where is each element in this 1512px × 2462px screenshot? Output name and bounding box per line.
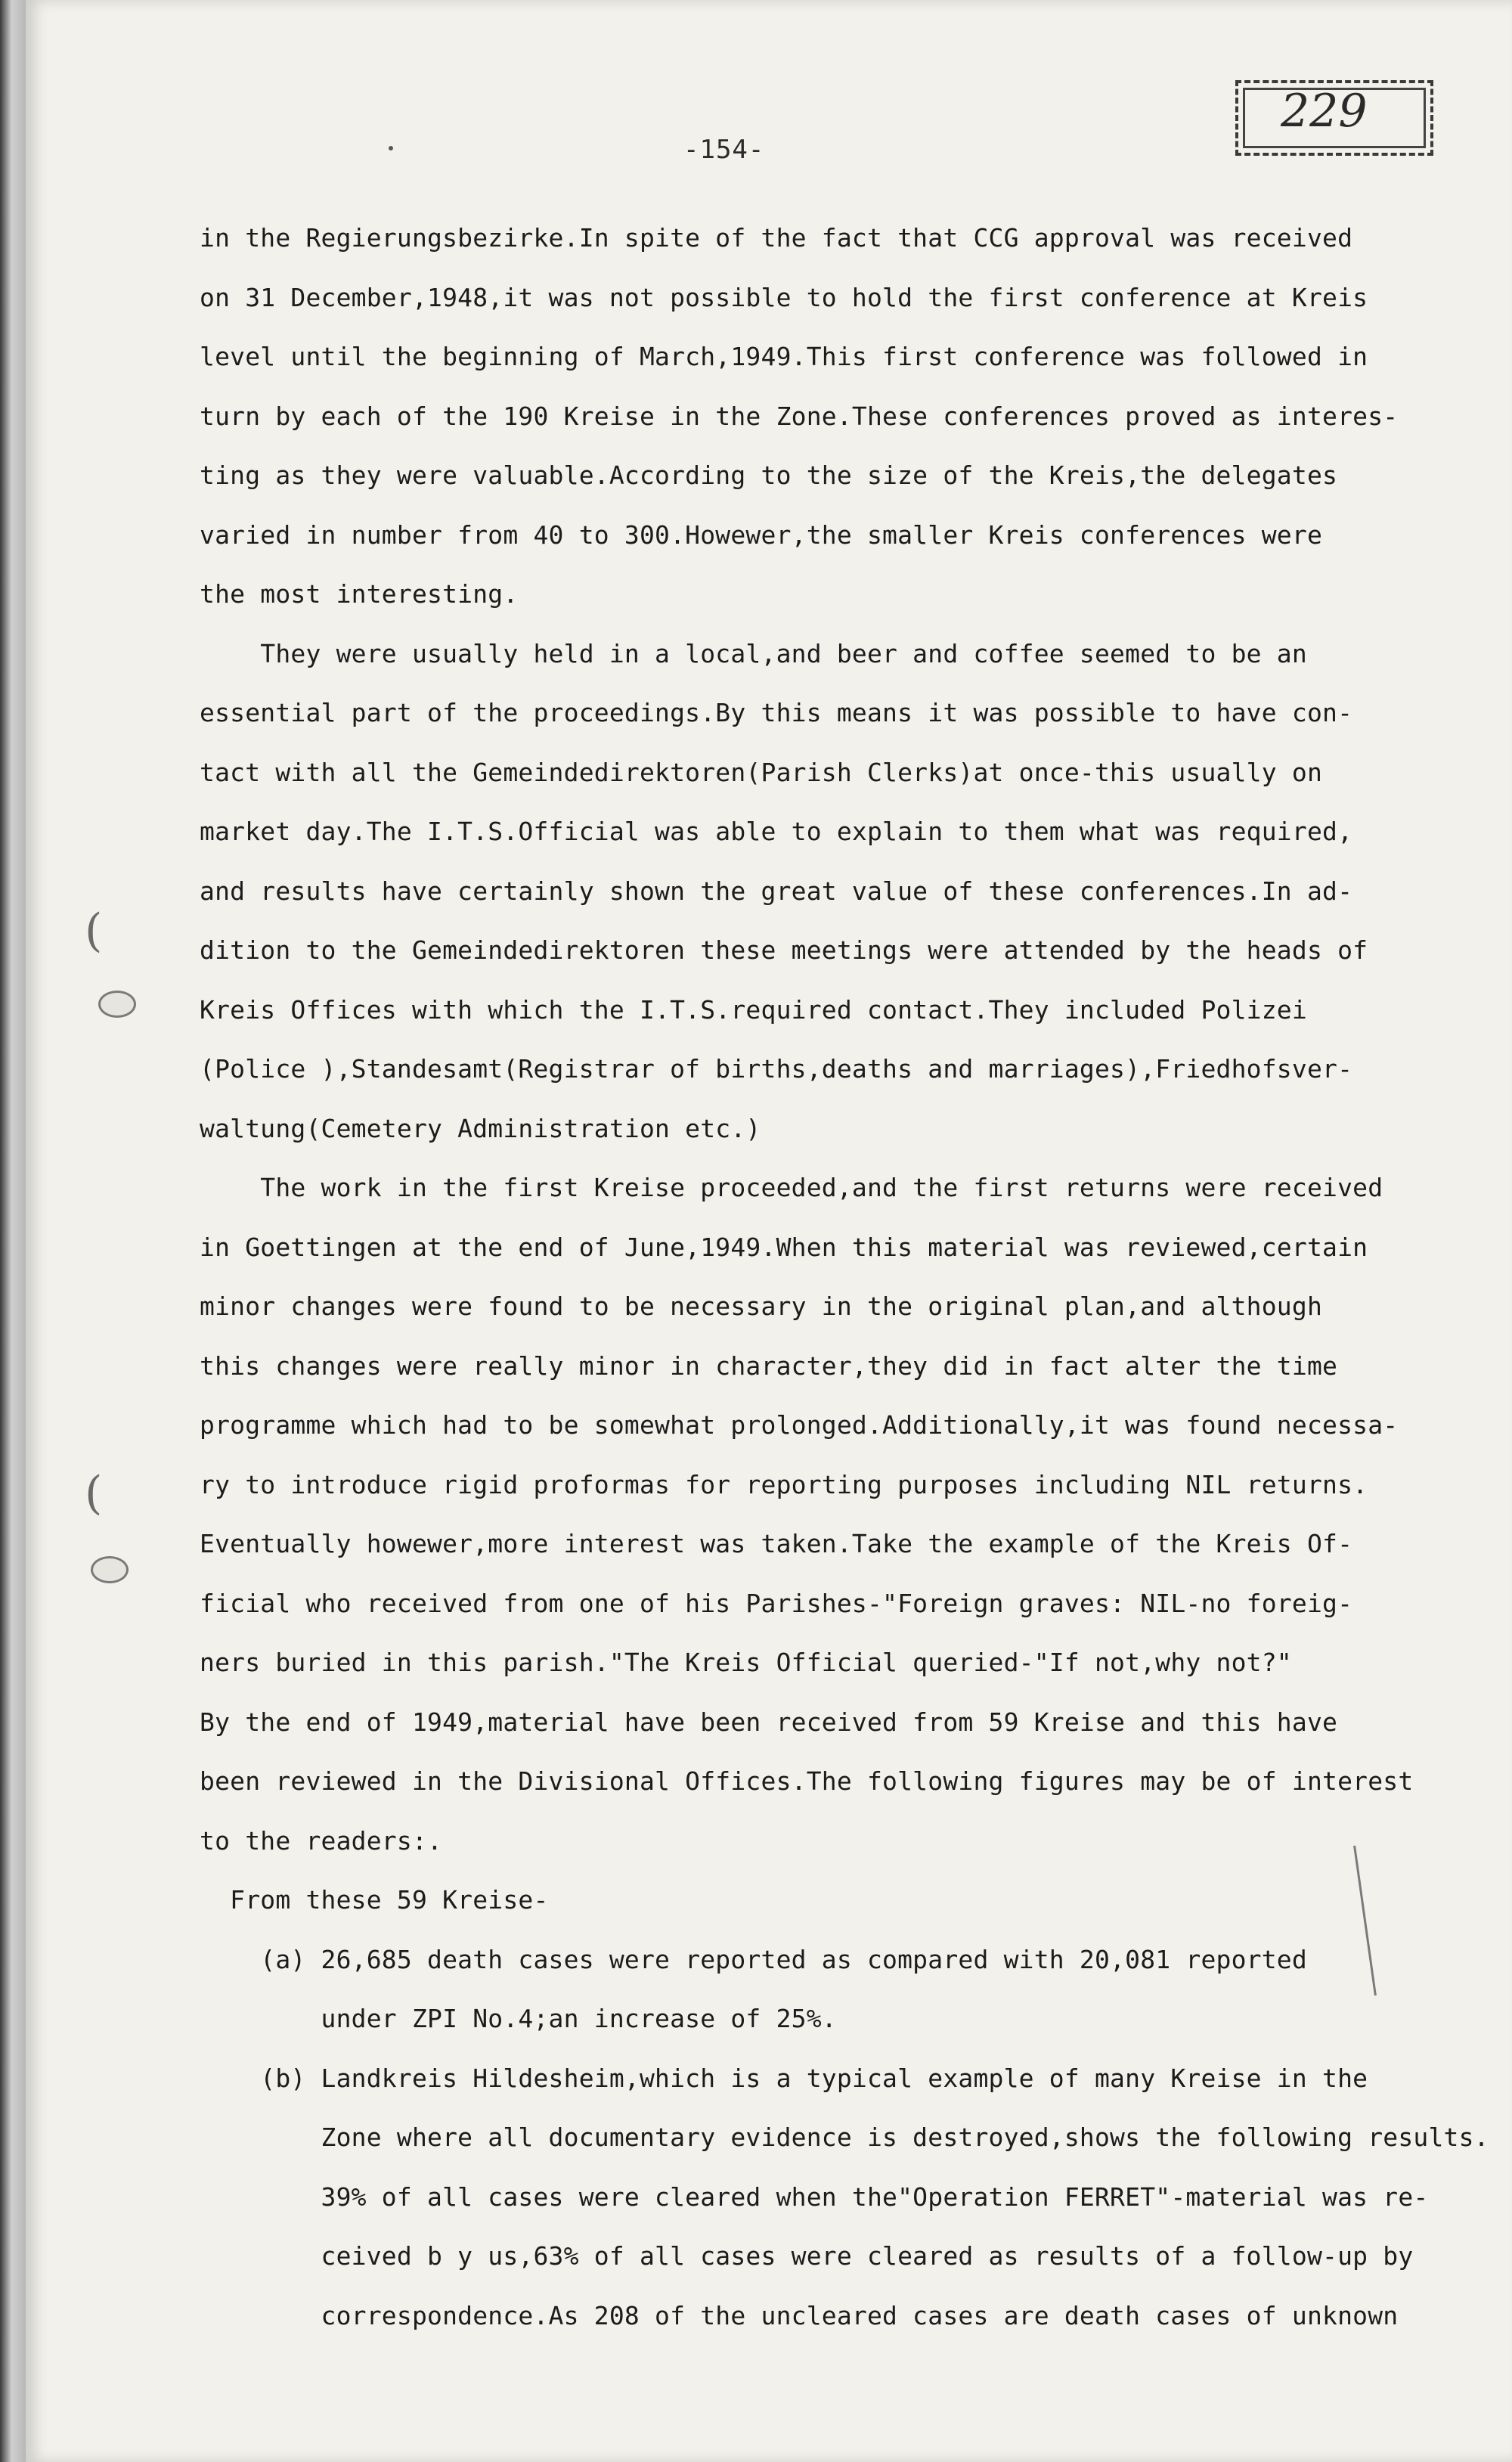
text-line: turn by each of the 190 Kreise in the Zone.These conferences proved as interes- [200,401,1399,431]
text-line: ting as they were valuable.According to the size of the Kreis,the delegates [200,460,1338,490]
text-line: ners buried in this parish."The Kreis Official queried-"If not,why not?" [200,1648,1292,1677]
text-line: tact with all the Gemeindedirektoren(Parish Clerks)at once-this usually on [200,757,1323,787]
page-number: -154- [683,135,765,165]
text-line: Zone where all documentary evidence is destroyed,shows the following results. [200,2122,1489,2152]
punch-hole-upper [98,991,136,1018]
text-line: waltung(Cemetery Administration etc.) [200,1113,761,1143]
text-line: to the readers:. [200,1825,443,1856]
text-line: in the Regierungsbezirke.In spite of the fact that CCG approval was received [200,223,1353,253]
text-line: (a) 26,685 death cases were reported as compared with 20,081 reported [200,1944,1307,1974]
text-line: market day.The I.T.S.Official was able to explain to them what was required, [200,817,1353,846]
text-line: correspondence.As 208 of the uncleared cases are death cases of unknown [200,2300,1399,2330]
text-line: 39% of all cases were cleared when the"Operation FERRET"-material was re- [200,2181,1429,2212]
text-line: (b) Landkreis Hildesheim,which is a typical example of many Kreise in the [200,2063,1368,2093]
text-line: been reviewed in the Divisional Offices.The following figures may be of interest [200,1766,1414,1796]
handwritten-folio-number: 229 [1281,85,1368,138]
page-binding-shadow [0,0,26,2462]
text-line: on 31 December,1948,it was not possible to hold the first conference at Kreis [200,282,1368,312]
text-line: By the end of 1949,material have been received from 59 Kreise and this have [200,1707,1338,1737]
text-line: ficial who received from one of his Parishes-"Foreign graves: NIL-no foreig- [200,1588,1353,1618]
text-line: minor changes were found to be necessary in the original plan,and although [200,1291,1323,1321]
text-line: level until the beginning of March,1949.This first conference was followed in [200,342,1368,371]
text-line: under ZPI No.4;an increase of 25%. [200,2004,837,2033]
text-line: ry to introduce rigid proformas for reporting purposes including NIL returns. [200,1469,1368,1499]
text-line: (Police ),Standesamt(Registrar of births,deaths and marriages),Friedhofsver- [200,1054,1353,1084]
text-line: dition to the Gemeindedirektoren these meetings were attended by the heads of [200,935,1368,965]
margin-bracket-mark-2: ( [85,1467,103,1520]
text-line: Eventually howewer,more interest was taken.Take the example of the Kreis Of- [200,1529,1353,1558]
text-line: The work in the first Kreise proceeded,and the first returns were received [200,1173,1383,1202]
text-line: Kreis Offices with which the I.T.S.required contact.They included Polizei [200,994,1307,1025]
document-page [26,0,1512,2462]
margin-bracket-mark-1: ( [85,904,103,957]
ink-dot [389,146,393,150]
text-line: the most interesting. [200,579,519,609]
punch-hole-lower [91,1556,129,1583]
text-line: in Goettingen at the end of June,1949.When this material was reviewed,certain [200,1232,1368,1262]
text-line: essential part of the proceedings.By this means it was possible to have con- [200,698,1353,727]
text-line: and results have certainly shown the great value of these conferences.In ad- [200,876,1353,906]
text-line: this changes were really minor in character,they did in fact alter the time [200,1350,1338,1381]
text-line: ceived b y us,63% of all cases were cleared as results of a follow-up by [200,2241,1414,2271]
text-line: From these 59 Kreise- [200,1885,549,1915]
text-line: varied in number from 40 to 300.Howewer,the smaller Kreis conferences were [200,519,1323,550]
typed-body-text [200,209,1489,2346]
text-line: They were usually held in a local,and beer and coffee seemed to be an [200,638,1307,668]
text-line: programme which had to be somewhat prolonged.Additionally,it was found necessa- [200,1410,1399,1440]
